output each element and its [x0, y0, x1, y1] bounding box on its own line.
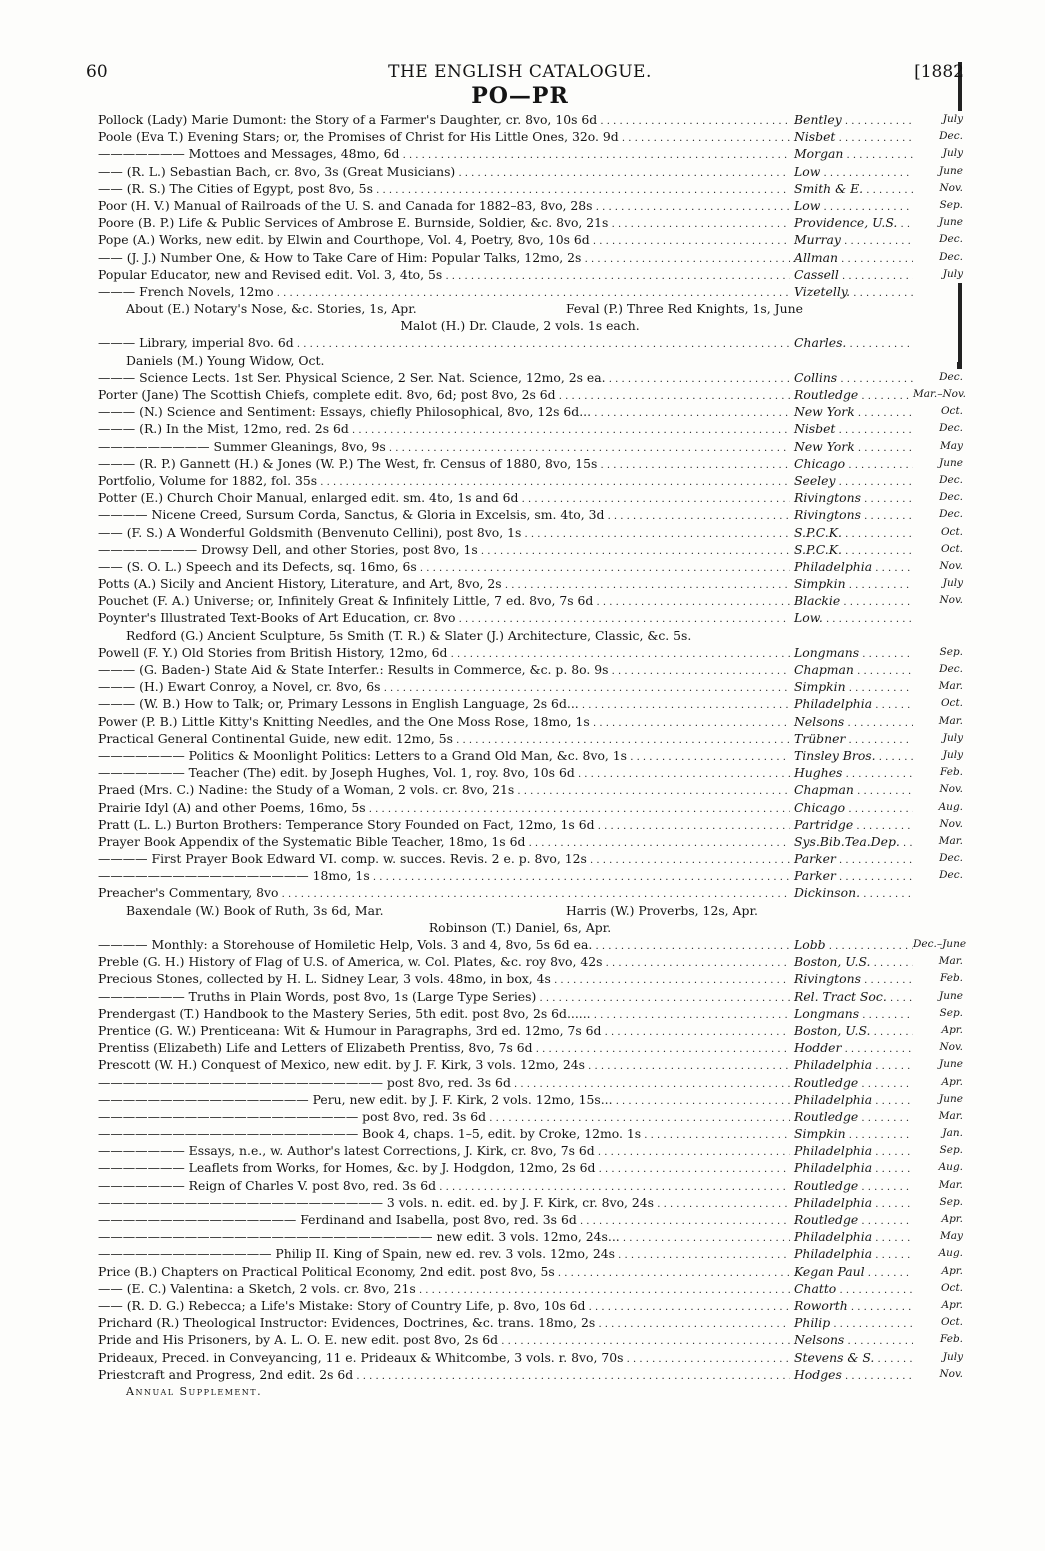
entry-title: ——————— Teacher (The) edit. by Joseph Hughes, Vol. 1, roy. 8vo, 10s 6d . . . — [98, 764, 790, 783]
catalogue-entry — [80, 713, 963, 730]
catalogue-entry — [80, 214, 963, 231]
entry-title: —————————————— Philip II. King of Spain, new ed. rev. 3 vols. 12mo, 24s . . . — [98, 1245, 790, 1264]
catalogue-entry — [80, 644, 963, 661]
entry-publisher: Longmans . . . — [791, 1005, 914, 1024]
entry-month: Oct. — [913, 403, 963, 420]
catalogue-entry — [80, 867, 963, 884]
entry-month: May — [913, 1228, 963, 1245]
catalogue-entry — [80, 695, 963, 712]
entry-month: July — [913, 111, 963, 128]
entry-title: ——— (N.) Science and Sentiment: Essays, chiefly Philosophical, 8vo, 12s 6d... . . . — [98, 403, 790, 422]
catalogue-entry — [80, 1245, 963, 1262]
entry-month: Dec. — [913, 661, 963, 678]
entry-month: June — [913, 163, 963, 180]
entry-publisher: Chicago . . . — [791, 799, 914, 818]
entry-month: July — [913, 145, 963, 162]
catalogue-entry — [80, 1108, 963, 1125]
catalogue-entry — [80, 936, 967, 953]
entry-publisher: Rel. Tract Soc. . . . — [791, 988, 914, 1007]
entry-title: —— (J. J.) Number One, & How to Take Care of Him: Popular Talks, 12mo, 2s . . . — [98, 249, 790, 268]
sub-entry-line — [80, 919, 960, 936]
entry-month: Aug. — [913, 799, 963, 816]
entry-title: Pratt (L. L.) Burton Brothers: Temperance Story Founded on Fact, 12mo, 1s 6d . . . — [98, 816, 790, 835]
entry-month: Sep. — [913, 197, 963, 214]
entry-title: —— (R. S.) The Cities of Egypt, post 8vo, 5s . . . — [98, 180, 790, 199]
entry-title: ———— Monthly: a Storehouse of Homiletic Help, Vols. 3 and 4, 8vo, 5s 6d ea. . . . — [98, 936, 790, 955]
entry-publisher: Low. . . . — [791, 609, 914, 628]
entry-month: Dec. — [913, 850, 963, 867]
entry-publisher: Stevens & S. . . . — [791, 1349, 914, 1368]
catalogue-entry — [80, 249, 963, 266]
entry-title: Prescott (W. H.) Conquest of Mexico, new edit. by J. F. Kirk, 3 vols. 12mo, 24s . . . — [98, 1056, 790, 1075]
entry-title: ————————————————————— Book 4, chaps. 1–5, edit. by Croke, 12mo. 1s . . . — [98, 1125, 790, 1144]
catalogue-entry — [80, 231, 963, 248]
catalogue-entry — [80, 128, 963, 145]
section-heading: PO—PR — [471, 83, 569, 109]
entry-title: Power (P. B.) Little Kitty's Knitting Needles, and the One Moss Rose, 18mo, 1s . . . — [98, 713, 790, 732]
entry-publisher: Philadelphia . . . — [791, 1091, 914, 1110]
entry-publisher: Sys.Bib.Tea.Dep. . . . — [791, 833, 914, 852]
entry-title: Porter (Jane) The Scottish Chiefs, complete edit. 8vo, 6d; post 8vo, 2s 6d . . . — [98, 386, 790, 405]
entry-title: Potts (A.) Sicily and Ancient History, Literature, and Art, 8vo, 2s . . . — [98, 575, 790, 594]
entry-publisher: Roworth . . . — [791, 1297, 914, 1316]
catalogue-entry — [80, 524, 963, 541]
entry-month: July — [913, 575, 963, 592]
entry-title: ——— Science Lects. 1st Ser. Physical Science, 2 Ser. Nat. Science, 12mo, 2s ea. . . . — [98, 369, 790, 388]
entry-title: Pouchet (F. A.) Universe; or, Infinitely Great & Infinitely Little, 7 ed. 8vo, 7s 6d . . . — [98, 592, 790, 611]
entry-publisher: Routledge . . . — [791, 1177, 914, 1196]
entry-title: ——————————————————————— 3 vols. n. edit. ed. by J. F. Kirk, cr. 8vo, 24s . . . — [98, 1194, 790, 1213]
entry-month: Sep. — [913, 1142, 963, 1159]
entry-publisher: Blackie . . . — [791, 592, 914, 611]
entry-title: Precious Stones, collected by H. L. Sidney Lear, 3 vols. 48mo, in box, 4s . . . — [98, 970, 790, 989]
entry-publisher: Hodder . . . — [791, 1039, 914, 1058]
sub-entry-line — [80, 300, 960, 317]
sub-entry-line — [80, 317, 960, 334]
entry-publisher: S.P.C.K. . . . — [791, 541, 914, 560]
catalogue-entry — [80, 1074, 963, 1091]
catalogue-entry — [80, 970, 963, 987]
entry-publisher: Routledge . . . — [791, 1108, 914, 1127]
entry-month: Feb. — [913, 970, 963, 987]
entry-title: ——— (W. B.) How to Talk; or, Primary Lessons in English Language, 2s 6d... . . . — [98, 695, 790, 714]
entry-month: Mar. — [913, 713, 963, 730]
entry-publisher: Partridge . . . — [791, 816, 914, 835]
entry-publisher: Kegan Paul . . . — [791, 1263, 914, 1282]
entry-publisher: Chapman . . . — [791, 661, 914, 680]
entry-publisher: Providence, U.S. . . . — [791, 214, 914, 233]
entry-month: July — [913, 730, 963, 747]
entry-title: Pride and His Prisoners, by A. L. O. E. new edit. post 8vo, 2s 6d . . . — [98, 1331, 790, 1350]
entry-publisher: S.P.C.K. . . . — [791, 524, 914, 543]
entry-title: Prichard (R.) Theological Instructor: Evidences, Doctrines, &c. trans. 18mo, 2s . . . — [98, 1314, 790, 1333]
entry-publisher: Philip . . . — [791, 1314, 914, 1333]
catalogue-entry — [80, 1228, 963, 1245]
entry-month: July — [913, 266, 963, 283]
year-mark: [1882 — [914, 62, 964, 82]
entry-month: Feb. — [913, 764, 963, 781]
entry-publisher: Chatto . . . — [791, 1280, 914, 1299]
catalogue-entry — [80, 1022, 963, 1039]
page-number: 60 — [86, 62, 108, 82]
entry-publisher: Nisbet . . . — [791, 420, 914, 439]
sub-entry: Feval (P.) Three Red Knights, 1s, June — [566, 301, 803, 317]
entry-publisher: Trübner . . . — [791, 730, 914, 749]
entry-month: Aug. — [913, 1245, 963, 1262]
sub-entry-line — [80, 352, 960, 369]
entry-month: Apr. — [913, 1297, 963, 1314]
catalogue-entry — [80, 1159, 963, 1176]
entry-publisher: Nelsons . . . — [791, 1331, 914, 1350]
catalogue-entry — [80, 1142, 963, 1159]
entry-title: Preble (G. H.) History of Flag of U.S. of America, w. Col. Plates, &c. roy 8vo, 42s . . . — [98, 953, 790, 972]
entry-publisher: Low . . . — [791, 163, 914, 182]
catalogue-entry — [80, 197, 963, 214]
entry-title: Poor (H. V.) Manual of Railroads of the U. S. and Canada for 1882–83, 8vo, 28s . . . — [98, 197, 790, 216]
entry-title: Prendergast (T.) Handbook to the Mastery Series, 5th edit. post 8vo, 2s 6d...... . . . — [98, 1005, 790, 1024]
entry-title: Price (B.) Chapters on Practical Political Economy, 2nd edit. post 8vo, 5s . . . — [98, 1263, 790, 1282]
entry-month: Oct. — [913, 524, 963, 541]
catalogue-entry — [80, 506, 963, 523]
entry-month: Jan. — [913, 1125, 963, 1142]
entry-publisher: Simpkin . . . — [791, 678, 914, 697]
entry-publisher: Simpkin . . . — [791, 1125, 914, 1144]
entry-publisher: New York . . . — [791, 403, 914, 422]
entry-publisher: Boston, U.S. . . . — [791, 1022, 914, 1041]
entry-publisher: Morgan . . . — [791, 145, 914, 164]
entry-month: June — [913, 1056, 963, 1073]
entry-publisher: Nisbet . . . — [791, 128, 914, 147]
entry-publisher: Routledge . . . — [791, 1211, 914, 1230]
entry-title: ——————————————————————— post 8vo, red. 3s 6d . . . — [98, 1074, 790, 1093]
catalogue-entry — [80, 816, 963, 833]
entry-title: Portfolio, Volume for 1882, fol. 35s . . . — [98, 472, 790, 491]
entry-publisher: Rivingtons . . . — [791, 970, 914, 989]
catalogue-entry — [80, 781, 963, 798]
entry-month: Sep. — [913, 1194, 963, 1211]
entry-month: Dec. — [913, 472, 963, 489]
entry-title: —— (R. L.) Sebastian Bach, cr. 8vo, 3s (Great Musicians) . . . — [98, 163, 790, 182]
entry-title: ———————— Drowsy Dell, and other Stories, post 8vo, 1s . . . — [98, 541, 790, 560]
entry-title: ——— (H.) Ewart Conroy, a Novel, cr. 8vo, 6s . . . — [98, 678, 790, 697]
catalogue-entry — [80, 369, 963, 386]
entry-publisher: Charles. . . . — [791, 334, 914, 353]
catalogue-entry — [80, 1314, 963, 1331]
entry-month: Mar. — [913, 1177, 963, 1194]
entry-title: ————————— Summer Gleanings, 8vo, 9s . . . — [98, 438, 790, 457]
entry-month: Apr. — [913, 1022, 963, 1039]
entry-publisher: Rivingtons . . . — [791, 506, 914, 525]
entry-month: Nov. — [913, 816, 963, 833]
catalogue-entry — [80, 420, 963, 437]
entry-title: —— (E. C.) Valentina: a Sketch, 2 vols. cr. 8vo, 21s . . . — [98, 1280, 790, 1299]
catalogue-entry — [80, 1366, 963, 1383]
entry-title: ——— Library, imperial 8vo. 6d . . . — [98, 334, 790, 353]
entry-title: ——————— Reign of Charles V. post 8vo, red. 3s 6d . . . — [98, 1177, 790, 1196]
catalogue-entry — [80, 489, 963, 506]
entry-publisher: New York . . . — [791, 438, 914, 457]
entry-title: Poole (Eva T.) Evening Stars; or, the Promises of Christ for His Little Ones, 32o. 9d . . . — [98, 128, 790, 147]
catalogue-page — [80, 62, 967, 1398]
entry-title: Pope (A.) Works, new edit. by Elwin and Courthope, Vol. 4, Poetry, 8vo, 10s 6d . . . — [98, 231, 790, 250]
catalogue-entry — [80, 988, 963, 1005]
catalogue-entry — [80, 1349, 963, 1366]
catalogue-entry — [80, 558, 963, 575]
running-header — [80, 62, 964, 84]
entry-month: Dec. — [913, 231, 963, 248]
entry-publisher: Philadelphia . . . — [791, 558, 914, 577]
entry-month: June — [913, 455, 963, 472]
catalogue-entry — [80, 403, 963, 420]
catalogue-entry — [80, 592, 963, 609]
entry-publisher: Vizetelly. . . . — [791, 283, 914, 302]
entry-publisher: Smith & E. . . . — [791, 180, 914, 199]
entry-publisher: Philadelphia . . . — [791, 1194, 914, 1213]
entry-month: Oct. — [913, 695, 963, 712]
entry-month: Nov. — [913, 592, 963, 609]
entry-title: Prentice (G. W.) Prenticeana: Wit & Humour in Paragraphs, 3rd ed. 12mo, 7s 6d . . . — [98, 1022, 790, 1041]
entry-title: Practical General Continental Guide, new edit. 12mo, 5s . . . — [98, 730, 790, 749]
entry-publisher: Allman . . . — [791, 249, 914, 268]
catalogue-entry — [80, 145, 963, 162]
entry-publisher: Parker . . . — [791, 867, 914, 886]
entry-title: ———— First Prayer Book Edward VI. comp. w. succes. Revis. 2 e. p. 8vo, 12s . . . — [98, 850, 790, 869]
entry-title: ——— (G. Baden-) State Aid & State Interfer.: Results in Commerce, &c. p. 8o. 9s . . . — [98, 661, 790, 680]
entry-publisher: Tinsley Bros. . . . — [791, 747, 914, 766]
catalogue-entry — [80, 180, 963, 197]
catalogue-title: THE ENGLISH CATALOGUE. — [388, 62, 652, 82]
sub-entry: Daniels (M.) Young Widow, Oct. — [126, 352, 325, 368]
sub-entry: Harris (W.) Proverbs, 12s, Apr. — [566, 902, 758, 918]
entry-month: Nov. — [913, 558, 963, 575]
entry-publisher: Philadelphia . . . — [791, 1245, 914, 1264]
entry-title: Prayer Book Appendix of the Systematic Bible Teacher, 18mo, 1s 6d . . . — [98, 833, 790, 852]
entry-month: Dec. — [913, 489, 963, 506]
entry-month: Apr. — [913, 1211, 963, 1228]
entry-title: ——— French Novels, 12mo . . . — [98, 283, 790, 302]
catalogue-entry — [80, 386, 966, 403]
catalogue-entry — [80, 747, 963, 764]
entry-title: ——————— Essays, n.e., w. Author's latest Corrections, J. Kirk, cr. 8vo, 7s 6d . . . — [98, 1142, 790, 1161]
entry-month: Sep. — [913, 1005, 963, 1022]
sub-entry-line — [80, 627, 960, 644]
sub-entry: Redford (G.) Ancient Sculpture, 5s Smith (T. R.) & Slater (J.) Architecture, Classic, &c. 5s. — [126, 627, 692, 643]
catalogue-entry — [80, 575, 963, 592]
catalogue-entry — [80, 266, 963, 283]
entry-title: ————————————————— 18mo, 1s . . . — [98, 867, 790, 886]
entry-publisher: Philadelphia . . . — [791, 1228, 914, 1247]
catalogue-entry — [80, 472, 963, 489]
entry-publisher: Rivingtons . . . — [791, 489, 914, 508]
entry-title: —— (R. D. G.) Rebecca; a Life's Mistake: Story of Country Life, p. 8vo, 10s 6d . . . — [98, 1297, 790, 1316]
entry-publisher: Nelsons . . . — [791, 713, 914, 732]
entry-month: Feb. — [913, 1331, 963, 1348]
entry-publisher: Seeley . . . — [791, 472, 914, 491]
entry-month: Mar. — [913, 678, 963, 695]
entry-month: June — [913, 988, 963, 1005]
catalogue-entry — [80, 730, 963, 747]
catalogue-entry — [80, 1297, 963, 1314]
footer-signature: Annual Supplement. — [126, 1384, 263, 1398]
entry-title: ———————————————— Ferdinand and Isabella, post 8vo, red. 3s 6d . . . — [98, 1211, 790, 1230]
entry-title: ——————————————————————————— new edit. 3 vols. 12mo, 24s... . . . — [98, 1228, 790, 1247]
entry-title: Prideaux, Preced. in Conveyancing, 11 e. Prideaux & Whitcombe, 3 vols. r. 8vo, 70s . . . — [98, 1349, 790, 1368]
entry-title: ——— (R.) In the Mist, 12mo, red. 2s 6d . . . — [98, 420, 790, 439]
entry-month: Mar. — [913, 833, 963, 850]
catalogue-entry — [80, 111, 963, 128]
entry-title: Potter (E.) Church Choir Manual, enlarged edit. sm. 4to, 1s and 6d . . . — [98, 489, 790, 508]
entry-publisher: Philadelphia . . . — [791, 1142, 914, 1161]
catalogue-entry — [80, 1194, 963, 1211]
entry-publisher: Routledge . . . — [791, 386, 914, 405]
entry-month: July — [913, 1349, 963, 1366]
entry-title: Powell (F. Y.) Old Stories from British History, 12mo, 6d . . . — [98, 644, 790, 663]
entry-publisher: Murray . . . — [791, 231, 914, 250]
sub-entry: Robinson (T.) Daniel, 6s, Apr. — [428, 919, 612, 935]
entry-month: May — [913, 438, 963, 455]
entry-publisher: Low . . . — [791, 197, 914, 216]
catalogue-entry — [80, 678, 963, 695]
catalogue-entry — [80, 1005, 963, 1022]
entry-month: June — [913, 214, 963, 231]
catalogue-entry — [80, 884, 960, 901]
catalogue-entry — [80, 609, 960, 626]
entry-list — [80, 111, 967, 1383]
entry-month: Oct. — [913, 541, 963, 558]
entry-month: Dec. — [913, 506, 963, 523]
entry-title: ————————————————— Peru, new edit. by J. F. Kirk, 2 vols. 12mo, 15s... . . . — [98, 1091, 790, 1110]
catalogue-entry — [80, 661, 963, 678]
entry-publisher: Hughes . . . — [791, 764, 914, 783]
entry-title: Prairie Idyl (A) and other Poems, 16mo, 5s . . . — [98, 799, 790, 818]
entry-title: Praed (Mrs. C.) Nadine: the Study of a Woman, 2 vols. cr. 8vo, 21s . . . — [98, 781, 790, 800]
entry-month: Aug. — [913, 1159, 963, 1176]
catalogue-entry — [80, 1091, 963, 1108]
entry-month: Oct. — [913, 1314, 963, 1331]
entry-title: —— (F. S.) A Wonderful Goldsmith (Benvenuto Cellini), post 8vo, 1s . . . — [98, 524, 790, 543]
catalogue-entry — [80, 1056, 963, 1073]
catalogue-entry — [80, 541, 963, 558]
catalogue-entry — [80, 1177, 963, 1194]
entry-publisher: Routledge . . . — [791, 1074, 914, 1093]
entry-month: Apr. — [913, 1074, 963, 1091]
catalogue-entry — [80, 953, 963, 970]
entry-title: —— (S. O. L.) Speech and its Defects, sq. 16mo, 6s . . . — [98, 558, 790, 577]
catalogue-entry — [80, 1039, 963, 1056]
entry-publisher: Bentley . . . — [791, 111, 914, 130]
entry-month: Nov. — [913, 781, 963, 798]
entry-title: Poynter's Illustrated Text-Books of Art Education, cr. 8vo . . . — [98, 609, 790, 628]
entry-title: Preacher's Commentary, 8vo . . . — [98, 884, 790, 903]
entry-month: June — [913, 1091, 963, 1108]
entry-title: ———— Nicene Creed, Sursum Corda, Sanctus, & Gloria in Excelsis, sm. 4to, 3d . . . — [98, 506, 790, 525]
catalogue-entry — [80, 1263, 963, 1280]
entry-publisher: Dickinson. . . . — [791, 884, 914, 903]
entry-title: ——————— Mottoes and Messages, 48mo, 6d . . . — [98, 145, 790, 164]
sub-entry: About (E.) Notary's Nose, &c. Stories, 1s, Apr. — [126, 301, 417, 317]
entry-title: Priestcraft and Progress, 2nd edit. 2s 6d . . . — [98, 1366, 790, 1385]
entry-publisher: Chapman . . . — [791, 781, 914, 800]
catalogue-entry — [80, 799, 963, 816]
entry-publisher: Philadelphia . . . — [791, 1159, 914, 1178]
catalogue-entry — [80, 764, 963, 781]
catalogue-entry — [80, 1125, 963, 1142]
sub-entry: Malot (H.) Dr. Claude, 2 vols. 1s each. — [400, 318, 640, 334]
sub-entry-line — [80, 902, 960, 919]
entry-publisher: Lobb . . . — [791, 936, 914, 955]
sub-entry: Baxendale (W.) Book of Ruth, 3s 6d, Mar. — [126, 902, 384, 918]
entry-month: Mar.–Nov. — [913, 386, 963, 403]
entry-month: Sep. — [913, 644, 963, 661]
catalogue-entry — [80, 850, 963, 867]
entry-month: Apr. — [913, 1263, 963, 1280]
entry-month: Dec. — [913, 369, 963, 386]
catalogue-entry — [80, 334, 960, 351]
entry-month: Dec. — [913, 867, 963, 884]
entry-publisher: Longmans . . . — [791, 644, 914, 663]
catalogue-entry — [80, 1331, 963, 1348]
catalogue-entry — [80, 438, 963, 455]
entry-title: ——————— Leaflets from Works, for Homes, &c. by J. Hodgdon, 12mo, 2s 6d . . . — [98, 1159, 790, 1178]
entry-title: ——————— Truths in Plain Words, post 8vo, 1s (Large Type Series) . . . — [98, 988, 790, 1007]
entry-publisher: Boston, U.S. . . . — [791, 953, 914, 972]
entry-publisher: Chicago . . . — [791, 455, 914, 474]
entry-month: Dec.–June — [913, 936, 963, 953]
entry-title: ——————— Politics & Moonlight Politics: Letters to a Grand Old Man, &c. 8vo, 1s . . . — [98, 747, 790, 766]
entry-title: Popular Educator, new and Revised edit. Vol. 3, 4to, 5s . . . — [98, 266, 790, 285]
entry-month: July — [913, 747, 963, 764]
catalogue-entry — [80, 1280, 963, 1297]
entry-month: Mar. — [913, 1108, 963, 1125]
entry-month: Nov. — [913, 180, 963, 197]
catalogue-entry — [80, 455, 963, 472]
catalogue-entry — [80, 1211, 963, 1228]
entry-publisher: Philadelphia . . . — [791, 695, 914, 714]
catalogue-entry — [80, 833, 963, 850]
entry-publisher: Cassell . . . — [791, 266, 914, 285]
entry-publisher: Simpkin . . . — [791, 575, 914, 594]
entry-title: ——— (R. P.) Gannett (H.) & Jones (W. P.) The West, fr. Census of 1880, 8vo, 15s . . . — [98, 455, 790, 474]
entry-month: Dec. — [913, 128, 963, 145]
entry-publisher: Parker . . . — [791, 850, 914, 869]
entry-title: Pollock (Lady) Marie Dumont: the Story of a Farmer's Daughter, cr. 8vo, 10s 6d . . . — [98, 111, 790, 130]
entry-publisher: Collins . . . — [791, 369, 914, 388]
catalogue-entry — [80, 163, 963, 180]
entry-title: Prentiss (Elizabeth) Life and Letters of Elizabeth Prentiss, 8vo, 7s 6d . . . — [98, 1039, 790, 1058]
entry-publisher: Hodges . . . — [791, 1366, 914, 1385]
entry-title: Poore (B. P.) Life & Public Services of Ambrose E. Burnside, Soldier, &c. 8vo, 21s . . . — [98, 214, 790, 233]
entry-month: Oct. — [913, 1280, 963, 1297]
entry-month: Dec. — [913, 249, 963, 266]
entry-month: Nov. — [913, 1039, 963, 1056]
catalogue-entry — [80, 283, 960, 300]
entry-month: Dec. — [913, 420, 963, 437]
entry-month: Nov. — [913, 1366, 963, 1383]
entry-month: Mar. — [913, 953, 963, 970]
entry-title: ————————————————————— post 8vo, red. 3s 6d . . . — [98, 1108, 790, 1127]
entry-publisher: Philadelphia . . . — [791, 1056, 914, 1075]
